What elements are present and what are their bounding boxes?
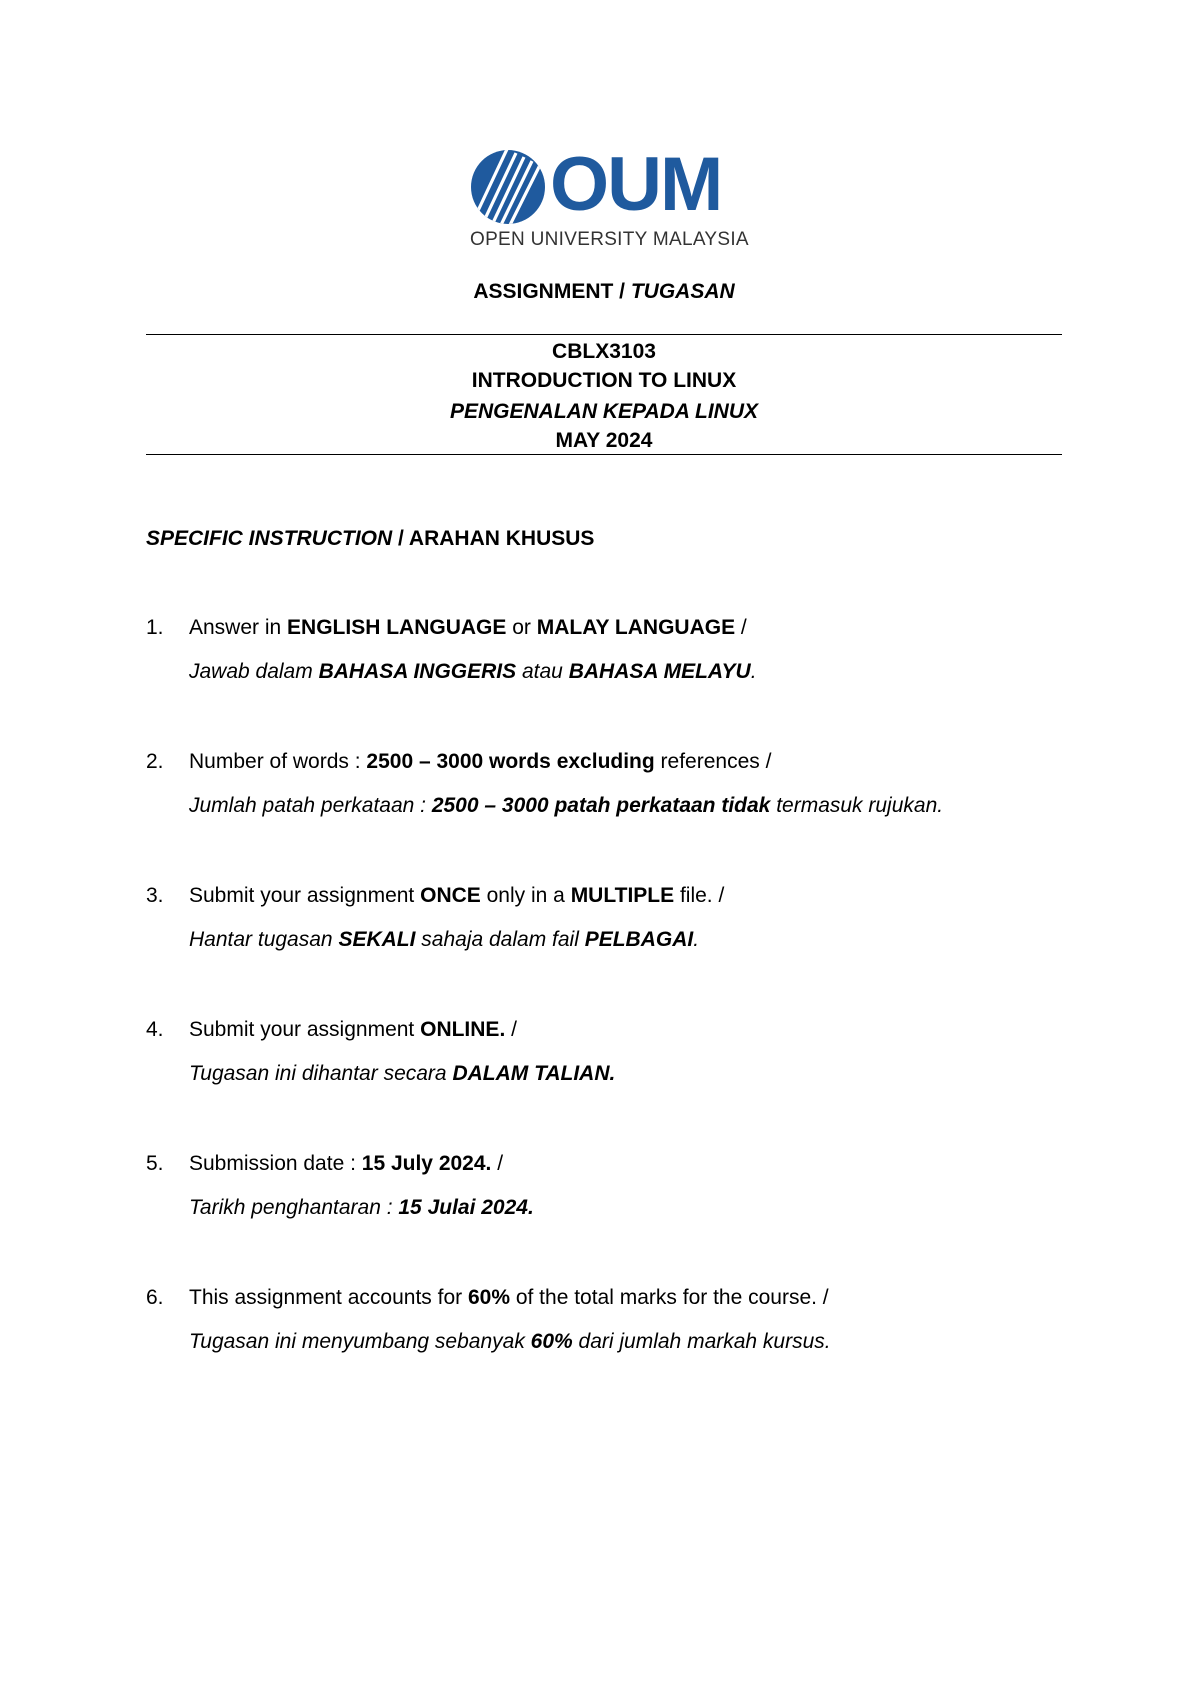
instruction-emphasis: ENGLISH LANGUAGE <box>287 616 507 639</box>
instruction-emphasis: 15 Julai 2024. <box>398 1196 534 1219</box>
instruction-text: or <box>506 616 537 639</box>
instruction-emphasis: 2500 – 3000 words excluding <box>366 750 655 773</box>
instruction-emphasis: DALAM TALIAN. <box>452 1062 616 1085</box>
instructions-heading-ms: ARAHAN KHUSUS <box>408 527 595 550</box>
instruction-text: / <box>491 1152 504 1175</box>
instruction-text-en <box>189 748 771 776</box>
instruction-text: Tugasan ini dihantar secara <box>189 1062 453 1085</box>
semester: MAY 2024 <box>555 429 653 452</box>
instruction-text: / <box>505 1018 517 1041</box>
logo-subtitle: OPEN UNIVERSITY MALAYSIA <box>470 229 749 250</box>
instruction-text-ms <box>189 926 699 954</box>
instruction-text: atau <box>516 660 569 683</box>
instruction-text: dari jumlah markah kursus. <box>572 1330 831 1353</box>
instruction-number: 1. <box>146 616 164 639</box>
title-separator: / <box>613 280 631 303</box>
instruction-text: file. / <box>674 884 725 907</box>
oum-globe-icon <box>468 145 552 229</box>
instruction-text: of the total marks for the course. / <box>510 1286 829 1309</box>
instruction-number: 4. <box>146 1018 164 1041</box>
bottom-divider <box>146 454 1062 455</box>
instruction-emphasis: 2500 – 3000 patah perkataan tidak <box>431 794 771 817</box>
course-name-en: INTRODUCTION TO LINUX <box>471 369 737 392</box>
instruction-emphasis: MULTIPLE <box>570 884 675 907</box>
instruction-text: . <box>750 660 757 683</box>
instruction-emphasis: 15 July 2024. <box>361 1152 492 1175</box>
instruction-text: Submit your assignment <box>189 1018 421 1041</box>
instruction-text-ms <box>189 1194 534 1222</box>
instruction-text: Hantar tugasan <box>189 928 339 951</box>
instruction-text: Jumlah patah perkataan : <box>189 794 432 817</box>
instruction-text-en <box>189 1016 517 1044</box>
instruction-text: Submission date : <box>189 1152 362 1175</box>
instruction-emphasis: BAHASA MELAYU <box>568 660 751 683</box>
course-code: CBLX3103 <box>552 340 656 363</box>
instruction-text: / <box>735 616 747 639</box>
instruction-number: 6. <box>146 1286 164 1309</box>
instruction-emphasis: BAHASA INGGERIS <box>318 660 517 683</box>
instruction-text: Jawab dalam <box>189 660 319 683</box>
logo-wordmark: OUM <box>550 142 722 227</box>
instruction-emphasis: SEKALI <box>338 928 416 951</box>
instruction-number: 5. <box>146 1152 164 1175</box>
instructions-heading-separator: / <box>392 527 409 550</box>
instruction-emphasis: ONCE <box>420 884 481 907</box>
instruction-text: only in a <box>480 884 571 907</box>
instruction-text: termasuk rujukan. <box>770 794 944 817</box>
instruction-text: This assignment accounts for <box>189 1286 468 1309</box>
instruction-text: Tarikh penghantaran : <box>189 1196 399 1219</box>
instruction-emphasis: MALAY LANGUAGE <box>536 616 736 639</box>
instruction-text-ms <box>189 792 943 820</box>
title-en: ASSIGNMENT <box>473 280 614 303</box>
instruction-emphasis: ONLINE. <box>420 1018 506 1041</box>
top-divider <box>146 334 1062 335</box>
instruction-text: sahaja dalam fail <box>415 928 585 951</box>
instruction-text-en <box>189 882 724 910</box>
document-title <box>146 278 1062 306</box>
instructions-heading <box>146 525 594 553</box>
instruction-text-ms <box>189 1328 831 1356</box>
instruction-emphasis: 60% <box>467 1286 510 1309</box>
instruction-text: Submit your assignment <box>189 884 421 907</box>
instruction-text-en <box>189 1284 829 1312</box>
instruction-number: 3. <box>146 884 164 907</box>
instruction-emphasis: 60% <box>530 1330 573 1353</box>
instruction-text: Tugasan ini menyumbang sebanyak <box>189 1330 531 1353</box>
instruction-text: . <box>693 928 700 951</box>
instruction-text-ms <box>189 1060 615 1088</box>
instructions-heading-en: SPECIFIC INSTRUCTION <box>146 527 393 550</box>
instruction-text: Answer in <box>189 616 288 639</box>
instruction-text-en <box>189 614 747 642</box>
instruction-emphasis: PELBAGAI <box>584 928 694 951</box>
instruction-text-ms <box>189 658 757 686</box>
instruction-text-en <box>189 1150 503 1178</box>
course-name-ms: PENGENALAN KEPADA LINUX <box>449 400 759 423</box>
oum-logo <box>468 142 749 255</box>
instruction-number: 2. <box>146 750 164 773</box>
title-ms: TUGASAN <box>630 280 735 303</box>
instruction-text: references / <box>654 750 772 773</box>
instruction-text: Number of words : <box>189 750 367 773</box>
